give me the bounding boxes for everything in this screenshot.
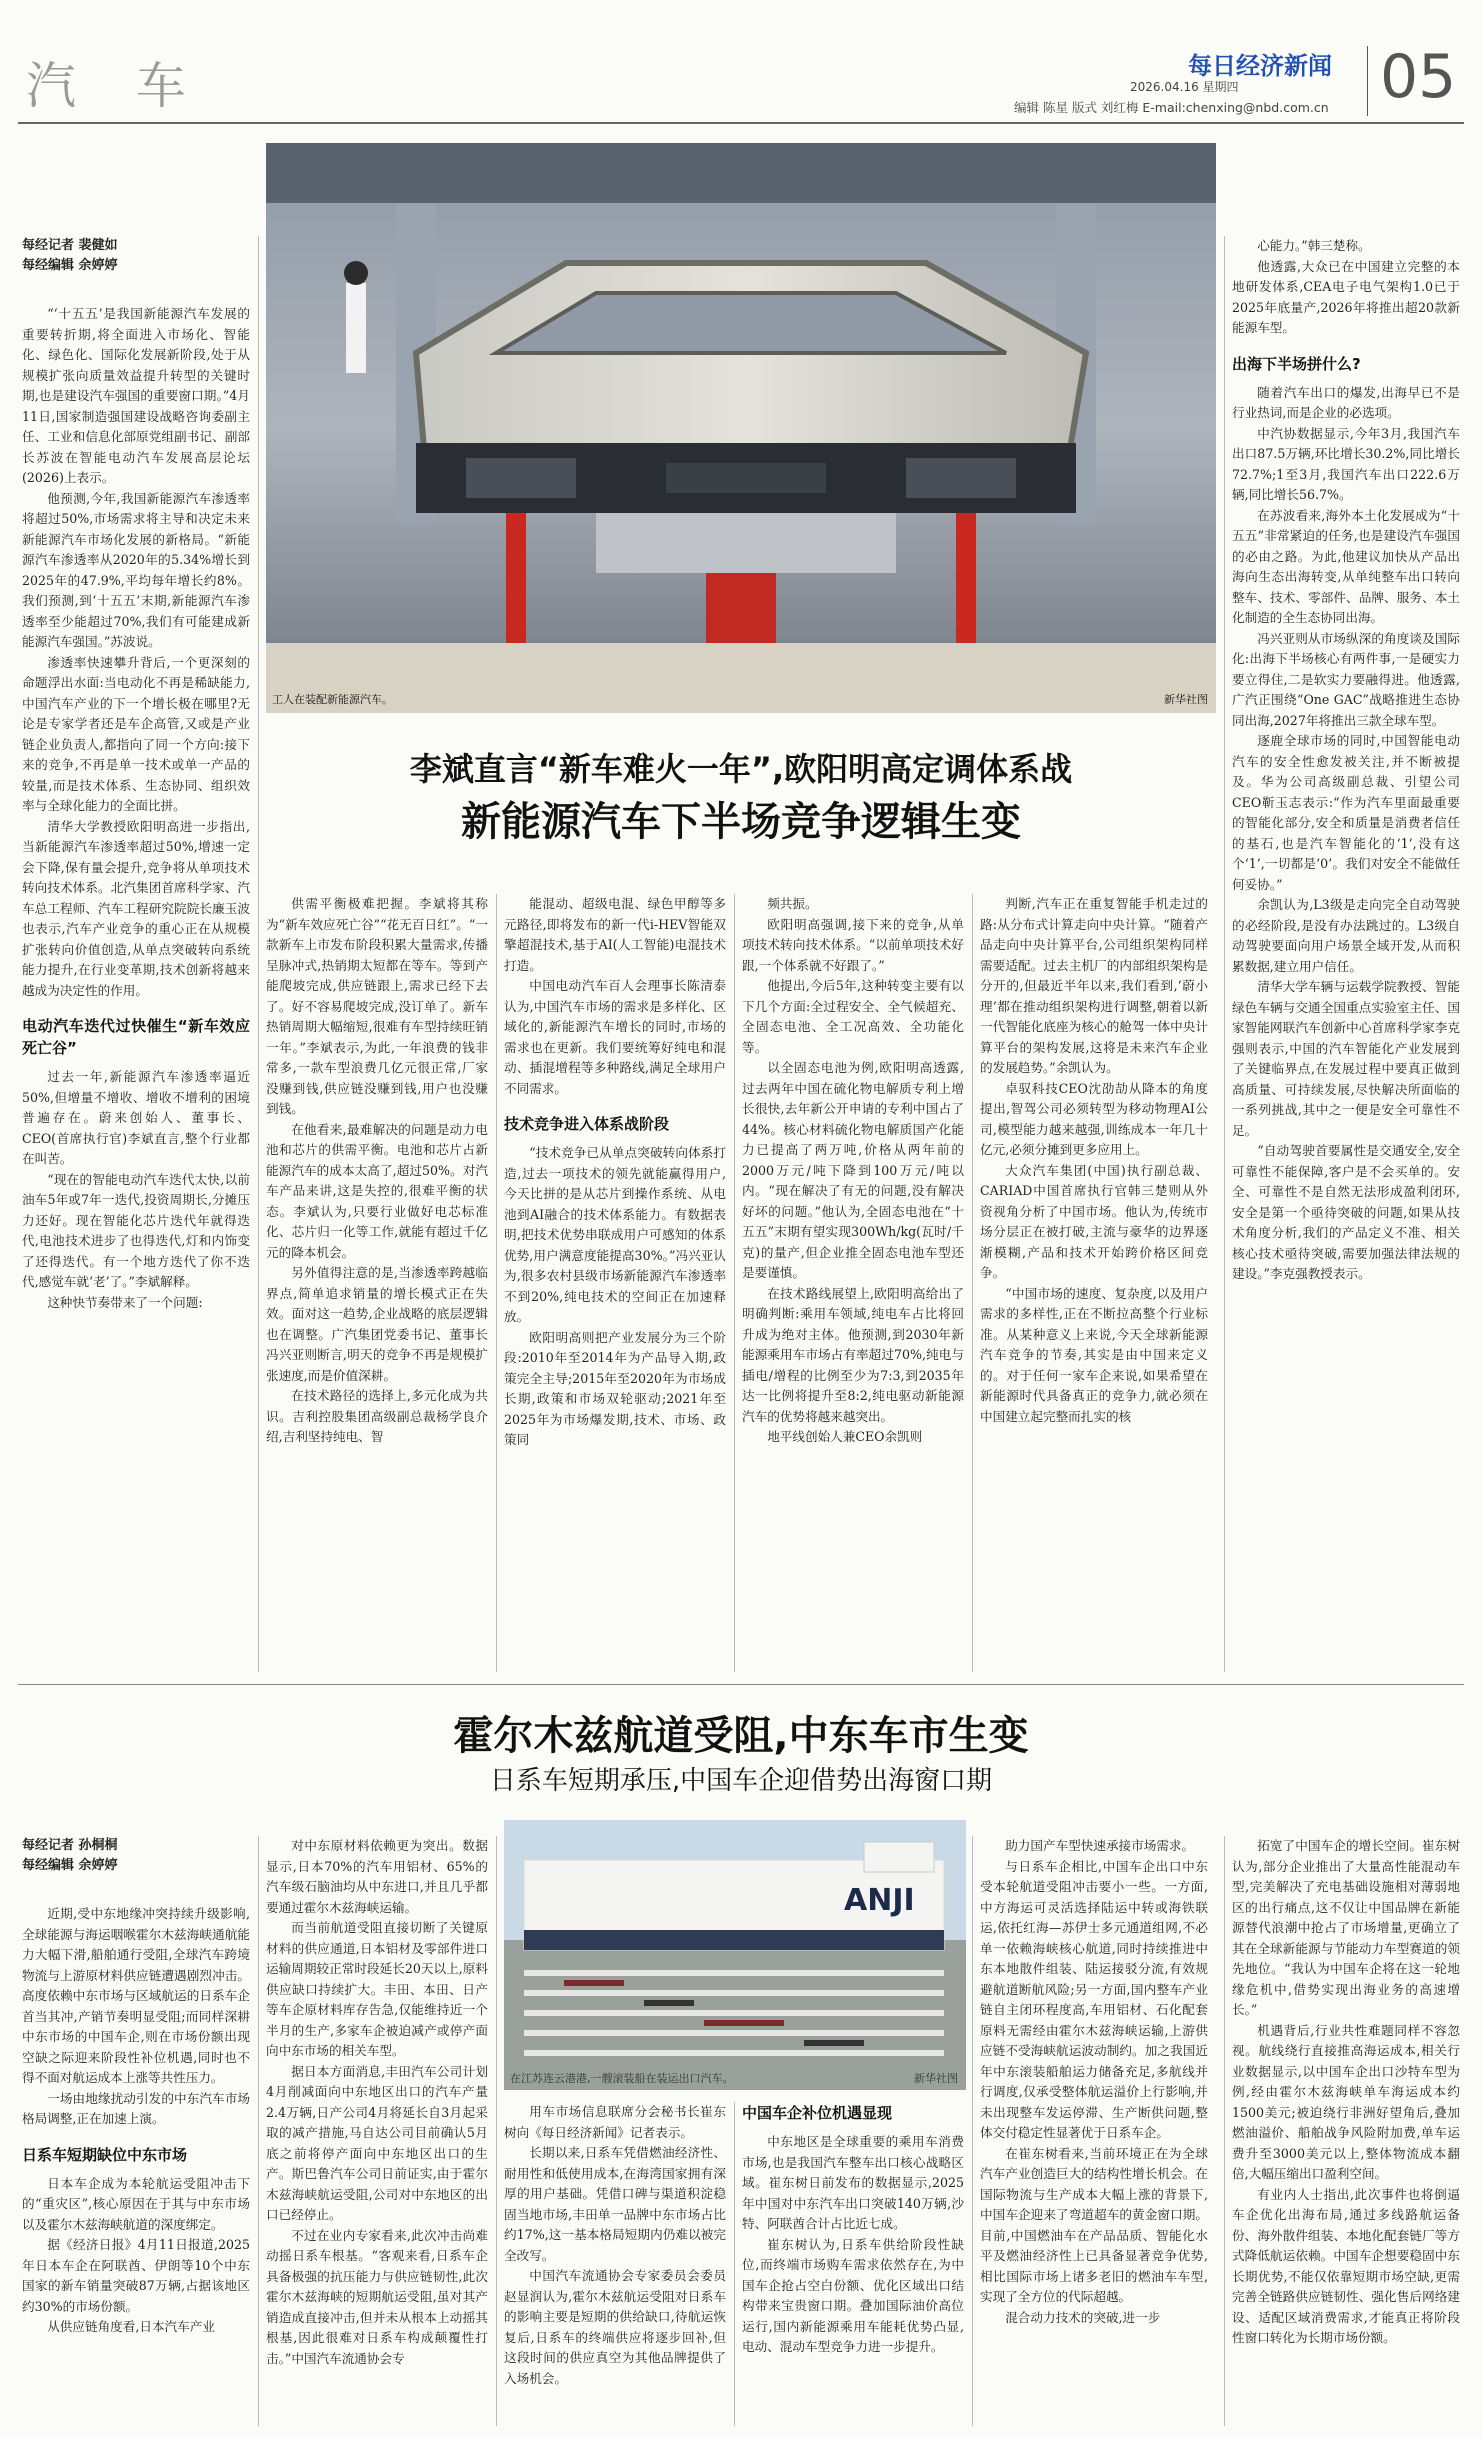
paragraph: 在技术路线展望上,欧阳明高给出了明确判断:乘用车领域,纯电车占比将回升成为绝对主体。他预测,到2030年新能源乘用车市场占有率超过70%,纯电与插电/增程的比例至少为7:3,到2035年达一比例将提升至8:2,纯电驱动新能源汽车的优势将越来越突出。 [742, 1285, 964, 1424]
story-divider [18, 1684, 1464, 1685]
photo-caption: 工人在装配新能源汽车。 [272, 693, 393, 706]
section-title: 汽 车 [26, 57, 208, 115]
paragraph: 欧阳明高则把产业发展分为三个阶段:2010年至2014年为产品导入期,政策完全主导;2015年至2020年为市场成长期,政策和市场双轮驱动;2021年至2025年为市场爆发期,技术、市场、政策同 [504, 1329, 726, 1447]
paragraph: 中汽协数据显示,今年3月,我国汽车出口87.5万辆,环比增长30.2%,同比增长72.7%;1至3月,我国汽车出口222.6万辆,同比增长56.7%。 [1232, 425, 1460, 502]
subheading: 出海下半场拼什么? [1232, 354, 1361, 373]
paragraph: 与日系车企相比,中国车企出口中东受本轮航道受阻冲击要小一些。一方面,中方海运可灵活选择陆运中转或海铁联运,依托红海—苏伊士多元通道组网,不必单一依赖海峡核心航道,同时持续推进中东本地散件组装、陆运接驳分流,有效规避航道断航风险;另一方面,国内整车产业链自主闭环程度高,车用铝材、石化配套原料无需经由霍尔木兹海峡运输,上游供应链不受海峡航运波动制约。加之我国近年中东滚装船舶运力储备充足,多航线并行调度,仅承受整体航运溢价上行影响,并未出现整车发运停滞、生产断供问题,整体交付稳定性显著优于日系车企。 [980, 1858, 1208, 2140]
story1-headline-line2: 新能源汽车下半场竞争逻辑生变 [461, 799, 1021, 845]
paragraph: 心能力。”韩三楚称。 [1257, 238, 1371, 253]
paragraph: 能混动、超级电混、绿色甲醇等多元路径,即将发布的新一代i-HEV智能双擎超混技术,基于AI(人工智能)电混技术打造。 [504, 896, 726, 973]
paragraph: 机遇背后,行业共性难题同样不容忽视。航线绕行直接推高海运成本,相关行业数据显示,以中国车企出口沙特车型为例,经由霍尔木兹海峡单车海运成本约1500美元;被迫绕行非洲好望角后,叠加燃油溢价、船舶战争风险附加费,单车运费升至3000美元以上,整体物流成本翻倍,大幅压缩出口盈利空间。 [1232, 2022, 1460, 2181]
paragraph: 日本车企成为本轮航运受阻冲击下的“重灾区”,核心原因在于其与中东市场以及霍尔木兹海峡航道的深度绑定。 [22, 2175, 250, 2232]
paragraph: 这种快节奏带来了一个问题: [47, 1294, 203, 1310]
story2-column-6 [1232, 1836, 1460, 2426]
story1-column-6 [1232, 236, 1460, 1672]
story2-column-1 [22, 1836, 250, 2426]
issue-date: 2026.04.16 星期四 [1130, 80, 1239, 94]
paragraph: “‘十五五’是我国新能源汽车发展的重要转折期,将全面进入市场化、智能化、绿色化、国际化发展新阶段,处于从规模扩张向质量效益提升转型的关键时期,也是建设汽车强国的重要窗口期。”4月11日,国家制造强国建设战略咨询委副主任、工业和信息化部原党组副书记、副部长苏波在智能电动汽车发展高层论坛(2026)上表示。 [22, 306, 250, 485]
paragraph: 近期,受中东地缘冲突持续升级影响,全球能源与海运咽喉霍尔木兹海峡通航能力大幅下滑,船舶通行受阻,全球汽车跨境物流与上游原材料供应链遭遇剧烈冲击。高度依赖中东市场与区域航运的日系车企首当其冲,产销节奏明显受阻;而同样深耕中东市场的中国车企,则在市场份额出现空缺之际迎来阶段性补位机遇,同时也不得不面对航运成本上涨等共性压力。 [22, 1906, 250, 2085]
paragraph: 用车市场信息联席分会秘书长崔东树向《每日经济新闻》记者表示。 [504, 2104, 726, 2140]
column-divider [972, 894, 973, 1672]
paragraph: 欧阳明高强调,接下来的竞争,从单项技术转向技术体系。“以前单项技术好跟,一个体系就不好跟了。” [742, 916, 964, 973]
paragraph: 在崔东树看来,当前环境正在为全球汽车产业创造巨大的结构性增长机会。在国际物流与生产成本大幅上涨的背景下,中国车企迎来了弯道超车的黄金窗口期。目前,中国燃油车在产品品质、智能化水平及燃油经济性上已具备显著竞争优势,相比国际市场上诸多老旧的燃油车车型,实现了全方位的代际超越。 [980, 2145, 1208, 2304]
paragraph: 逐鹿全球市场的同时,中国智能电动汽车的安全性愈发被关注,并不断被提及。华为公司高级副总裁、引望公司CEO靳玉志表示:“作为汽车里面最重要的智能化部分,安全和质量是消费者信任的基石,也是汽车智能化的‘1’,没有这个‘1’,一切都是‘0’。我们对安全不能做任何妥协。” [1232, 733, 1460, 892]
paragraph: 过去一年,新能源汽车渗透率逼近50%,但增量不增收、增收不增利的困境普遍存在。蔚来创始人、董事长、CEO(首席执行官)李斌直言,整个行业都在叫苦。 [22, 1069, 250, 1166]
editors-line: 编辑 陈星 版式 刘红梅 E-mail:chenxing@nbd.com.cn [1014, 100, 1329, 115]
factory-photo [266, 143, 1216, 713]
paragraph: 他预测,今年,我国新能源汽车渗透率将超过50%,市场需求将主导和决定未来新能源汽车市场化发展的新格局。“新能源汽车渗透率从2020年的5.34%增长到2025年的47.9%,平均每年增长约8%。我们预测,到‘十五五’末期,新能源汽车渗透率至少能超过70%,我们有可能建成新能源汽车强国。”苏波说。 [22, 490, 250, 649]
paragraph: 在苏波看来,海外本土化发展成为“十五五”非常紧迫的任务,也是建设汽车强国的必由之路。为此,他建议加快从产品出海向生态出海转变,从单纯整车出口转向整车、技术、零部件、品牌、服务、本土化制造的全生态协同出海。 [1232, 507, 1460, 625]
subheading: 技术竞争进入体系战阶段 [504, 1115, 670, 1133]
ship-photo [504, 1820, 966, 2090]
paragraph: “自动驾驶首要属性是交通安全,安全可靠性不能保障,客户是不会买单的。安全、可靠性不是自然无法形成盈利闭环,安全是第一个亟待突破的问题,如果从技术角度分析,我们的产品定义不准、相关核心技术亟待突破,需要加强法律法规的建设。”李克强教授表示。 [1232, 1143, 1460, 1281]
subheading: 日系车短期缺位中东市场 [22, 2145, 188, 2164]
column-divider [734, 894, 735, 1672]
paragraph: 混合动力技术的突破,进一步 [1005, 2309, 1161, 2325]
paragraph: 中国汽车流通协会专家委员会委员赵显润认为,霍尔木兹航运受阻对日系车的影响主要是短期的供给缺口,待航运恢复后,日系车的终端供应将逐步回补,但这段时间的供应真空为其他品牌提供了入场机会。 [504, 2268, 726, 2386]
column-divider [258, 1836, 259, 2426]
column-divider [258, 236, 259, 1672]
paragraph: 有业内人士指出,此次事件也将倒逼车企优化出海布局,通过多线路航运备份、海外散件组装、本地化配套链厂等方式降低航运依赖。中国车企想要稳固中东长期优势,不能仅依靠短期市场空缺,更需完善全链路供应链韧性、强化售后网络建设、适配区域消费需求,才能真正将阶段性窗口转化为长期市场份额。 [1232, 2186, 1460, 2345]
paragraph: 从供应链角度看,日本汽车产业 [47, 2319, 215, 2334]
page-number: 05 [1380, 42, 1457, 112]
paragraph: 判断,汽车正在重复智能手机走过的路:从分布式计算走向中央计算。“随着产品走向中央计算平台,公司组织架构同样需要适配。过去主机厂的内部组织架构是分开的,但最近半年以来,我们看到,‘蔚小理’都在推动组织架构进行调整,朝着以新一代智能化底座为核心的舱驾一体中央计算平台的架构发展,这将是未来汽车企业的发展趋势。”余凯认为。 [980, 896, 1208, 1075]
subheading: 中国车企补位机遇显现 [742, 2104, 893, 2122]
paragraph: 助力国产车型快速承接市场需求。 [1005, 1838, 1195, 1853]
paragraph: 崔东树认为,日系车供给阶段性缺位,而终端市场购车需求依然存在,为中国车企抢占空白份额、优化区域出口结构带来宝贵窗口期。叠加国际油价高位运行,国内新能源乘用车能耗优势凸显,电动、混动车型竞争力进一步提升。 [742, 2236, 964, 2354]
factory-photo-illustration [266, 143, 1216, 713]
subheading: 电动汽车迭代过快催生“新车效应死亡谷” [22, 1017, 250, 1057]
paragraph: 频共振。 [767, 896, 818, 911]
story1-column-4 [742, 894, 964, 1672]
story1-headline-line1: 李斌直言“新车难火一年”,欧阳明高定调体系战 [409, 750, 1073, 788]
paragraph: 冯兴亚则从市场纵深的角度谈及国际化:出海下半场核心有两件事,一是硬实力要立得住,二是软实力要融得进。他透露,广汽正围绕“One GAC”战略推进生态协同出海,2027年将推出三款全球车型。 [1232, 630, 1460, 728]
header-divider [1367, 46, 1368, 116]
paragraph: 中东地区是全球重要的乘用车消费市场,也是我国汽车整车出口核心战略区域。崔东树日前发布的数据显示,2025年中国对中东汽车出口突破140万辆,沙特、阿联酋合计占比近七成。 [742, 2134, 964, 2231]
paragraph: 拓宽了中国车企的增长空间。崔东树认为,部分企业推出了大量高性能混动车型,完美解决了充电基础设施相对薄弱地区的出行痛点,这不仅让中国品牌在新能源替代浪潮中抢占了市场增量,更确立了其在全球新能源与节能动力车型赛道的领先地位。“我认为中国车企将在这一轮地缘危机中,借势实现出海业务的高速增长。” [1232, 1838, 1460, 2017]
story2-column-4 [742, 2102, 964, 2426]
story1-column-1 [22, 236, 250, 1672]
paragraph: 据日本方面消息,丰田汽车公司计划4月削减面向中东地区出口的汽车产量2.4万辆,日产公司4月将延长自3月起采取的减产措施,马自达公司目前确认5月底之前将停产面向中东地区出口的生产。斯巴鲁汽车公司日前证实,由于霍尔木兹海峡航运受阻,公司对中东地区的出口已经停止。 [266, 2063, 488, 2222]
header-rule [18, 122, 1464, 124]
column-divider [496, 894, 497, 1672]
byline-editor: 每经编辑 余婷婷 [22, 258, 118, 273]
paragraph: 渗透率快速攀升背后,一个更深刻的命题浮出水面:当电动化不再是稀缺能力,中国汽车产业的下一个增长极在哪里?无论是专家学者还是车企高管,又或是产业链企业负责人,都指向了同一个方向:接下来的竞争,不再是单一技术或单一产品的较量,而是技术体系、生态协同、组织效率与全球化能力的全面比拼。 [22, 654, 250, 813]
byline-reporter: 每经记者 孙桐桐 [22, 1838, 118, 1853]
story1-column-3 [504, 894, 726, 1672]
story2-column-3 [504, 2102, 726, 2426]
column-divider [1224, 1836, 1225, 2426]
story2-headline: 霍尔木兹航道受阻,中东车市生变 [453, 1713, 1029, 1759]
paragraph: 而当前航道受阻直接切断了关键原材料的供应通道,日本铝材及零部件进口运输周期较正常时段延长20天以上,原料供应缺口持续扩大。丰田、本田、日产等车企原材料库存告急,仅能维持近一个半月的生产,多家车企被迫减产或停产面向中东市场的相关车型。 [266, 1920, 488, 2058]
paragraph: 对中东原材料依赖更为突出。数据显示,日本70%的汽车用铝材、65%的汽车级石脑油均从中东进口,并且几乎都要通过霍尔木兹海峡运输。 [266, 1838, 488, 1915]
photo-caption: 在江苏连云港港,一艘滚装船在装运出口汽车。 [510, 2072, 734, 2085]
paragraph: 另外值得注意的是,当渗透率跨越临界点,简单追求销量的增长模式正在失效。面对这一趋势,企业战略的底层逻辑也在调整。广汽集团党委书记、董事长冯兴亚则断言,明天的竞争不再是规模扩张速度,而是价值深耕。 [266, 1265, 488, 1383]
newspaper-name: 每日经济新闻 [1188, 52, 1332, 80]
column-divider [1224, 236, 1225, 1672]
paragraph: 据《经济日报》4月11日报道,2025年日本车企在阿联酋、伊朗等10个中东国家的新车销量突破87万辆,占据该地区约30%的市场份额。 [22, 2237, 250, 2314]
story2-column-5 [980, 1836, 1208, 2426]
paragraph: 大众汽车集团(中国)执行副总裁、CARIAD中国首席执行官韩三楚则从外资视角分析了中国市场。他认为,传统市场分层正在被打破,主流与豪华的边界逐渐模糊,产品和技术开始跨价格区间竞争。 [980, 1162, 1208, 1280]
paragraph: 他透露,大众已在中国建立完整的本地研发体系,CEA电子电气架构1.0已于2025年底量产,2026年将推出超20款新能源车型。 [1232, 258, 1460, 335]
byline-editor: 每经编辑 余婷婷 [22, 1858, 118, 1873]
paragraph: 余凯认为,L3级是走向完全自动驾驶的必经阶段,是没有办法跳过的。L3级自动驾驶要面向用户场景全域开发,从而积累数据,建立用户信任。 [1232, 897, 1460, 974]
paragraph: 一场由地缘扰动引发的中东汽车市场格局调整,正在加速上演。 [22, 2090, 250, 2126]
column-divider [972, 1836, 973, 2426]
paragraph: 在技术路径的选择上,多元化成为共识。吉利控股集团高级副总裁杨学良介绍,吉利坚持纯电、智 [266, 1388, 488, 1444]
paragraph: 供需平衡极难把握。李斌将其称为“新车效应死亡谷”“花无百日红”。“一款新车上市发布阶段积累大量需求,传播呈脉冲式,热销期太短都在等车。等到产能爬坡完成,供应链跟上,需求已经下去了。好不容易爬坡完成,没订单了。新车热销周期大幅缩短,很难有车型持续旺销一年。”李斌表示,为此,一年浪费的钱非常多,一款车型浪费几亿元很正常,厂家没赚到钱,供应链没赚到钱,用户也没赚到钱。 [266, 896, 488, 1116]
paragraph: 中国电动汽车百人会理事长陈清泰认为,中国汽车市场的需求是多样化、区域化的,新能源汽车增长的同时,市场的需求也在更新。我们要统筹好纯电和混动、插混增程等多种路线,满足全球用户不同需求。 [504, 978, 726, 1096]
photo-credit: 新华社图 [914, 2072, 958, 2085]
paragraph: “现在的智能电动汽车迭代太快,以前油车5年或7年一迭代,投资周期长,分摊压力还好。现在智能化芯片迭代年就得迭代,电池技术进步了也得迭代,灯和内饰变了还得迭代。有一个地方迭代了你不迭代,感觉车就‘老’了。”李斌解释。 [22, 1171, 250, 1289]
paragraph: 地平线创始人兼CEO余凯则 [767, 1429, 923, 1444]
story1-column-5 [980, 894, 1208, 1672]
byline-reporter: 每经记者 裴健如 [22, 238, 118, 253]
column-divider [496, 1836, 497, 2426]
paragraph: 长期以来,日系车凭借燃油经济性、耐用性和低使用成本,在海湾国家拥有深厚的用户基础。凭借口碑与渠道积淀稳固当地市场,丰田单一品牌中东市场占比约17%,这一基本格局短期内仍难以被完全改写。 [504, 2145, 726, 2263]
paragraph: 不过在业内专家看来,此次冲击尚难动摇日系车根基。“客观来看,日系车企具备极强的抗压能力与供应链韧性,此次霍尔木兹海峡的短期航运受阻,虽对其产销造成直接冲击,但并未从根本上动摇其根基,因此很难对日系车构成颠覆性打击。”中国汽车流通协会专 [266, 2227, 488, 2366]
story1-column-2 [266, 894, 488, 1672]
ship-photo-illustration [504, 1820, 966, 2090]
paragraph: 清华大学教授欧阳明高进一步指出,当新能源汽车渗透率超过50%,增速一定会下降,保有量会提升,竞争将从单项技术转向技术体系。北汽集团首席科学家、汽车总工程师、汽车工程研究院院长廉玉波也表示,汽车产业竞争的重心正在从规模扩张转向价值创造,从单点突破转向系统能力提升,在行业变革期,技术创新将越来越成为决定性的作用。 [22, 818, 250, 998]
ship-name-label: ANJI [844, 1883, 915, 1918]
story2-column-2 [266, 1836, 488, 2426]
paragraph: “技术竞争已从单点突破转向体系打造,过去一项技术的领先就能赢得用户,今天比拼的是从芯片到操作系统、从电池到AI融合的技术体系能力。有数据表明,把技术优势串联成用户可感知的体系优势,用户满意度能提高30%。”冯兴亚认为,很多农村县级市场新能源汽车渗透率不到20%,纯电技术的空间正在加速释放。 [504, 1145, 726, 1324]
photo-credit: 新华社图 [1164, 693, 1208, 706]
story2-subheadline: 日系车短期承压,中国车企迎借势出海窗口期 [489, 1766, 993, 1796]
paragraph: 随着汽车出口的爆发,出海早已不是行业热词,而是企业的必选项。 [1232, 384, 1460, 420]
paragraph: 他提出,今后5年,这种转变主要有以下几个方面:全过程安全、全气候超充、全固态电池、全工况高效、全功能化等。 [742, 978, 964, 1055]
column-divider [734, 2102, 735, 2426]
paragraph: “中国市场的速度、复杂度,以及用户需求的多样性,正在不断拉高整个行业标准。从某种意义上来说,今天全球新能源汽车竞争的节奏,其实是由中国来定义的。对于任何一家车企来说,如果希望在新能源时代具备真正的竞争力,就必须在中国建立起完整而扎实的核 [980, 1285, 1208, 1424]
paragraph: 清华大学车辆与运载学院教授、智能绿色车辆与交通全国重点实验室主任、国家智能网联汽车创新中心首席科学家李克强则表示,中国的汽车智能化产业发展到了关键临界点,在发展过程中要真正做到高质量、可持续发展,尽快解决所面临的一系列挑战,其中之一便是安全可靠性不足。 [1232, 979, 1460, 1138]
paragraph: 以全固态电池为例,欧阳明高透露,过去两年中国在硫化物电解质专利上增长很快,去年新公开申请的专利中国占了44%。核心材料硫化物电解质国产化能力已提高了两万吨,价格从两年前的2000万元/吨下降到100万元/吨以内。“现在解决了有无的问题,没有解决好坏的问题。”他认为,全固态电池在“十五五”末期有望实现300Wh/kg(瓦时/千克)的量产,但企业推全固态电池车型还是要谨慎。 [742, 1060, 964, 1280]
paragraph: 在他看来,最难解决的问题是动力电池和芯片的供需平衡。电池和芯片占新能源汽车的成本太高了,超过50%。对汽车产品来讲,这是失控的,很难平衡的状态。李斌认为,只要行业做好电芯标准化、芯片归一化等工作,就能有超过千亿元的降本机会。 [266, 1121, 488, 1260]
paragraph: 卓驭科技CEO沈劭劼从降本的角度提出,智驾公司必须转型为移动物理AI公司,模型能力越来越强,训练成本一年几十亿元,必须分摊到更多应用上。 [980, 1080, 1208, 1157]
